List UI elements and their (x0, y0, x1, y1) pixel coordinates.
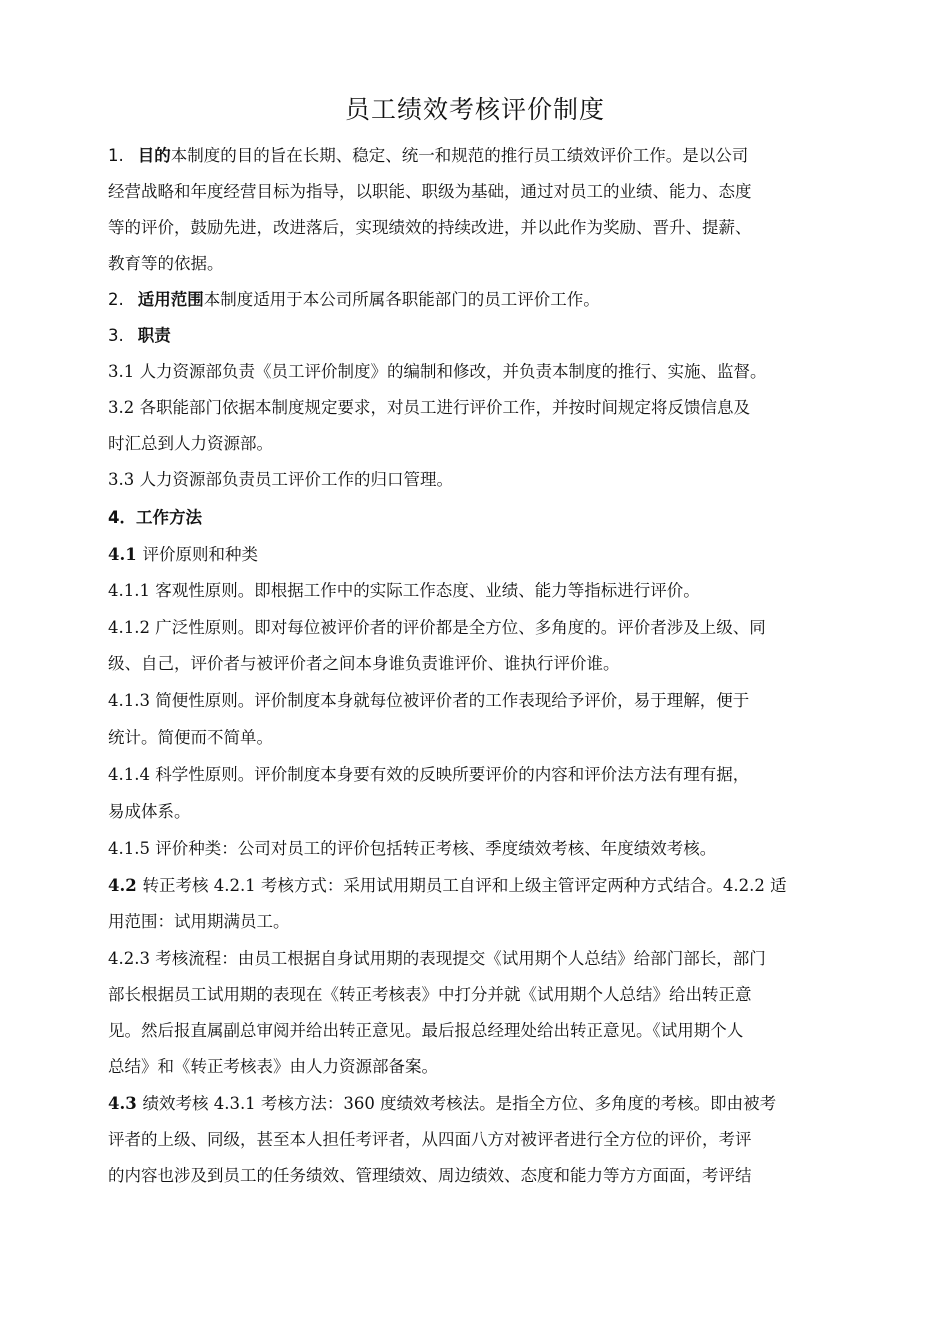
paragraph-line: 4.1.1 客观性原则。即根据工作中的实际工作态度、业绩、能力等指标进行评价。 (108, 581, 700, 600)
paragraph-line: 3.3 人力资源部负责员工评价工作的归口管理。 (108, 470, 453, 489)
paragraph-line: 等的评价，鼓励先进，改进落后，实现绩效的持续改进，并以此作为奖励、晋升、提薪、 (108, 218, 752, 237)
paragraph-line: 评者的上级、同级，甚至本人担任考评者，从四面八方对被评者进行全方位的评价，考评 (108, 1130, 752, 1149)
section-2-line (108, 289, 600, 311)
paragraph-line: 4.1.4 科学性原则。评价制度本身要有效的反映所要评价的内容和评价法方法有理有据， (108, 765, 750, 784)
paragraph-line: 4.1.3 简便性原则。评价制度本身就每位被评价者的工作表现给予评价，易于理解，便于 (108, 691, 750, 710)
paragraph-line: 4.1.2 广泛性原则。即对每位被评价者的评价都是全方位、多角度的。评价者涉及上级、同 (108, 618, 766, 637)
section-number: 3. (108, 326, 124, 345)
subsection-number: 4.3 (108, 1094, 143, 1113)
subsection-heading: 评价原则和种类 (142, 545, 258, 564)
subsection-4-2-line (108, 875, 787, 897)
paragraph-line: 教育等的依据。 (108, 254, 224, 273)
paragraph-line: 的内容也涉及到员工的任务绩效、管理绩效、周边绩效、态度和能力等方方面面，考评结 (108, 1166, 752, 1185)
paragraph-line: 统计。简便而不简单。 (108, 728, 273, 747)
section-heading: 目的 (137, 146, 171, 165)
paragraph-line: 3.1 人力资源部负责《员工评价制度》的编制和修改，并负责本制度的推行、实施、监督。 (108, 362, 767, 381)
paragraph-line: 见。然后报直属副总审阅并给出转正意见。最后报总经理处给出转正意见。《试用期个人 (108, 1021, 744, 1040)
section-heading: 适用范围 (137, 290, 204, 309)
section-4-heading: 4．工作方法 (108, 508, 202, 527)
paragraph-line: 4.2.3 考核流程：由员工根据自身试用期的表现提交《试用期个人总结》给部门部长，部门 (108, 949, 766, 968)
section-1-line-1 (108, 145, 748, 167)
section-3-heading-line (108, 325, 171, 347)
paragraph-line: 4.1.5 评价种类：公司对员工的评价包括转正考核、季度绩效考核、年度绩效考核。 (108, 839, 717, 858)
paragraph-line: 易成体系。 (108, 802, 191, 821)
paragraph-line: 时汇总到人力资源部。 (108, 434, 273, 453)
paragraph-line: 用范围：试用期满员工。 (108, 912, 290, 931)
paragraph-line: 经营战略和年度经营目标为指导，以职能、职级为基础，通过对员工的业绩、能力、态度 (108, 182, 752, 201)
subsection-4-3-line (108, 1093, 776, 1115)
subsection-number: 4.1 (108, 545, 143, 564)
section-number: 1. (108, 146, 124, 165)
paragraph-text: 转正考核 4.2.1 考核方式：采用试用期员工自评和上级主管评定两种方式结合。4.2.2 适 (142, 876, 787, 895)
paragraph-text: 本制度适用于本公司所属各职能部门的员工评价工作。 (203, 290, 600, 309)
paragraph-line: 总结》和《转正考核表》由人力资源部备案。 (108, 1057, 438, 1076)
paragraph-line: 部长根据员工试用期的表现在《转正考核表》中打分并就《试用期个人总结》给出转正意 (108, 985, 752, 1004)
paragraph-text: 绩效考核 4.3.1 考核方法：360 度绩效考核法。是指全方位、多角度的考核。即由被考 (142, 1094, 777, 1113)
section-number: 2. (108, 290, 124, 309)
paragraph-line: 级、自己，评价者与被评价者之间本身谁负责谁评价、谁执行评价谁。 (108, 654, 620, 673)
section-heading: 职责 (137, 326, 171, 345)
subsection-number: 4.2 (108, 876, 143, 895)
subsection-4-1-line (108, 544, 258, 566)
paragraph-text: 本制度的目的旨在长期、稳定、统一和规范的推行员工绩效评价工作。是以公司 (170, 146, 749, 165)
paragraph-line: 3.2 各职能部门依据本制度规定要求，对员工进行评价工作，并按时间规定将反馈信息及 (108, 398, 750, 417)
document-title: 员工绩效考核评价制度 (344, 95, 605, 124)
